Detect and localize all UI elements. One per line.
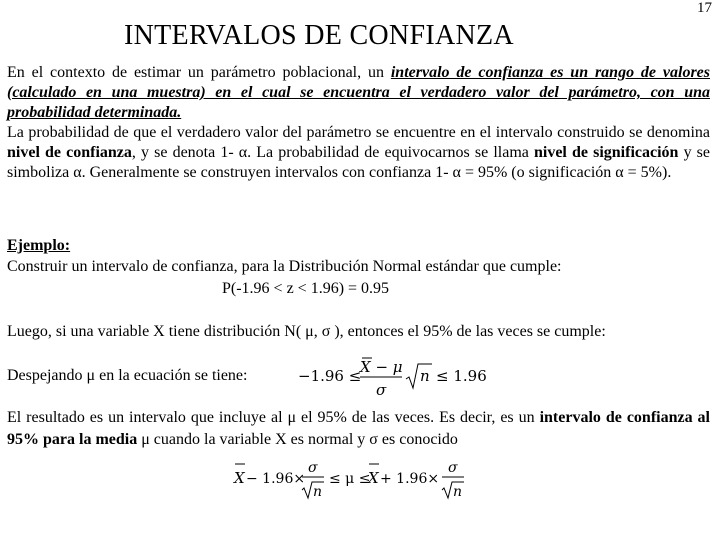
intro-text-4: y se simboliza α. Generalmente se construyen intervalos con confianza 1- α = 95% (o significación α = 5%). <box>7 144 711 181</box>
distribution-sentence: Luego, si una variable X tiene distribución N( μ, σ ), entonces el 95% de las veces se cumple: <box>7 323 606 340</box>
confidence-interval-formula <box>232 456 472 504</box>
formula2-mid: ≤ μ ≤ <box>329 471 371 487</box>
formula1-denominator: σ <box>376 381 387 399</box>
result-text-1: El resultado es un intervalo que incluye al μ el 95% de las veces. Es decir, es un <box>7 409 540 426</box>
term-significance-level: nivel de significación <box>533 144 679 161</box>
intro-paragraph <box>7 63 710 183</box>
formula1-numerator: X − μ <box>360 358 403 376</box>
formula2-right-term: + 1.96× <box>380 471 440 487</box>
formula2-right-sigma: σ <box>448 460 458 476</box>
result-bold-text: intervalo de confianza al 95% para la media <box>7 409 710 448</box>
probability-statement: P(-1.96 < z < 1.96) = 0.95 <box>222 280 390 297</box>
page-title: INTERVALOS DE CONFIANZA <box>124 20 514 51</box>
solving-sentence: Despejando μ en la ecuación se tiene: <box>7 367 248 384</box>
result-text-2: μ cuando la variable X es normal y σ es conocido <box>137 431 458 448</box>
formula2-left-sqrt-n: n <box>313 484 323 500</box>
intro-text-2: La probabilidad de que el verdadero valor del parámetro se encuentre en el intervalo construido se denomina <box>7 124 710 141</box>
standardized-inequality-formula <box>296 352 496 400</box>
formula2-right-sqrt-n: n <box>453 484 463 500</box>
intro-text-1: En el contexto de estimar un parámetro poblacional, un <box>7 64 391 81</box>
formula2-left-term: − 1.96× <box>246 471 306 487</box>
term-confidence-level: nivel de confianza <box>7 144 132 161</box>
example-heading: Ejemplo: <box>7 237 71 254</box>
formula2-right-x: X <box>368 469 379 487</box>
formula1-left: −1.96 ≤ <box>298 367 362 385</box>
definition-text: intervalo de confianza es un rango de valores (calculado en una muestra) en el cual se encuentra el verdadero valor del parámetro, con una probabilidad determinada. <box>7 64 710 121</box>
example-text: Construir un intervalo de confianza, para la Distribución Normal estándar que cumple: <box>7 258 562 275</box>
intro-text-3: , y se denota 1- α. La probabilidad de equivocarnos se llama <box>131 144 534 161</box>
formula1-sqrt-n: n <box>420 367 430 385</box>
formula2-left-x: X <box>234 469 245 487</box>
page-number: 17 <box>697 0 712 16</box>
result-paragraph <box>7 407 710 451</box>
formula1-right: ≤ 1.96 <box>436 367 487 385</box>
formula2-left-sigma: σ <box>308 460 318 476</box>
